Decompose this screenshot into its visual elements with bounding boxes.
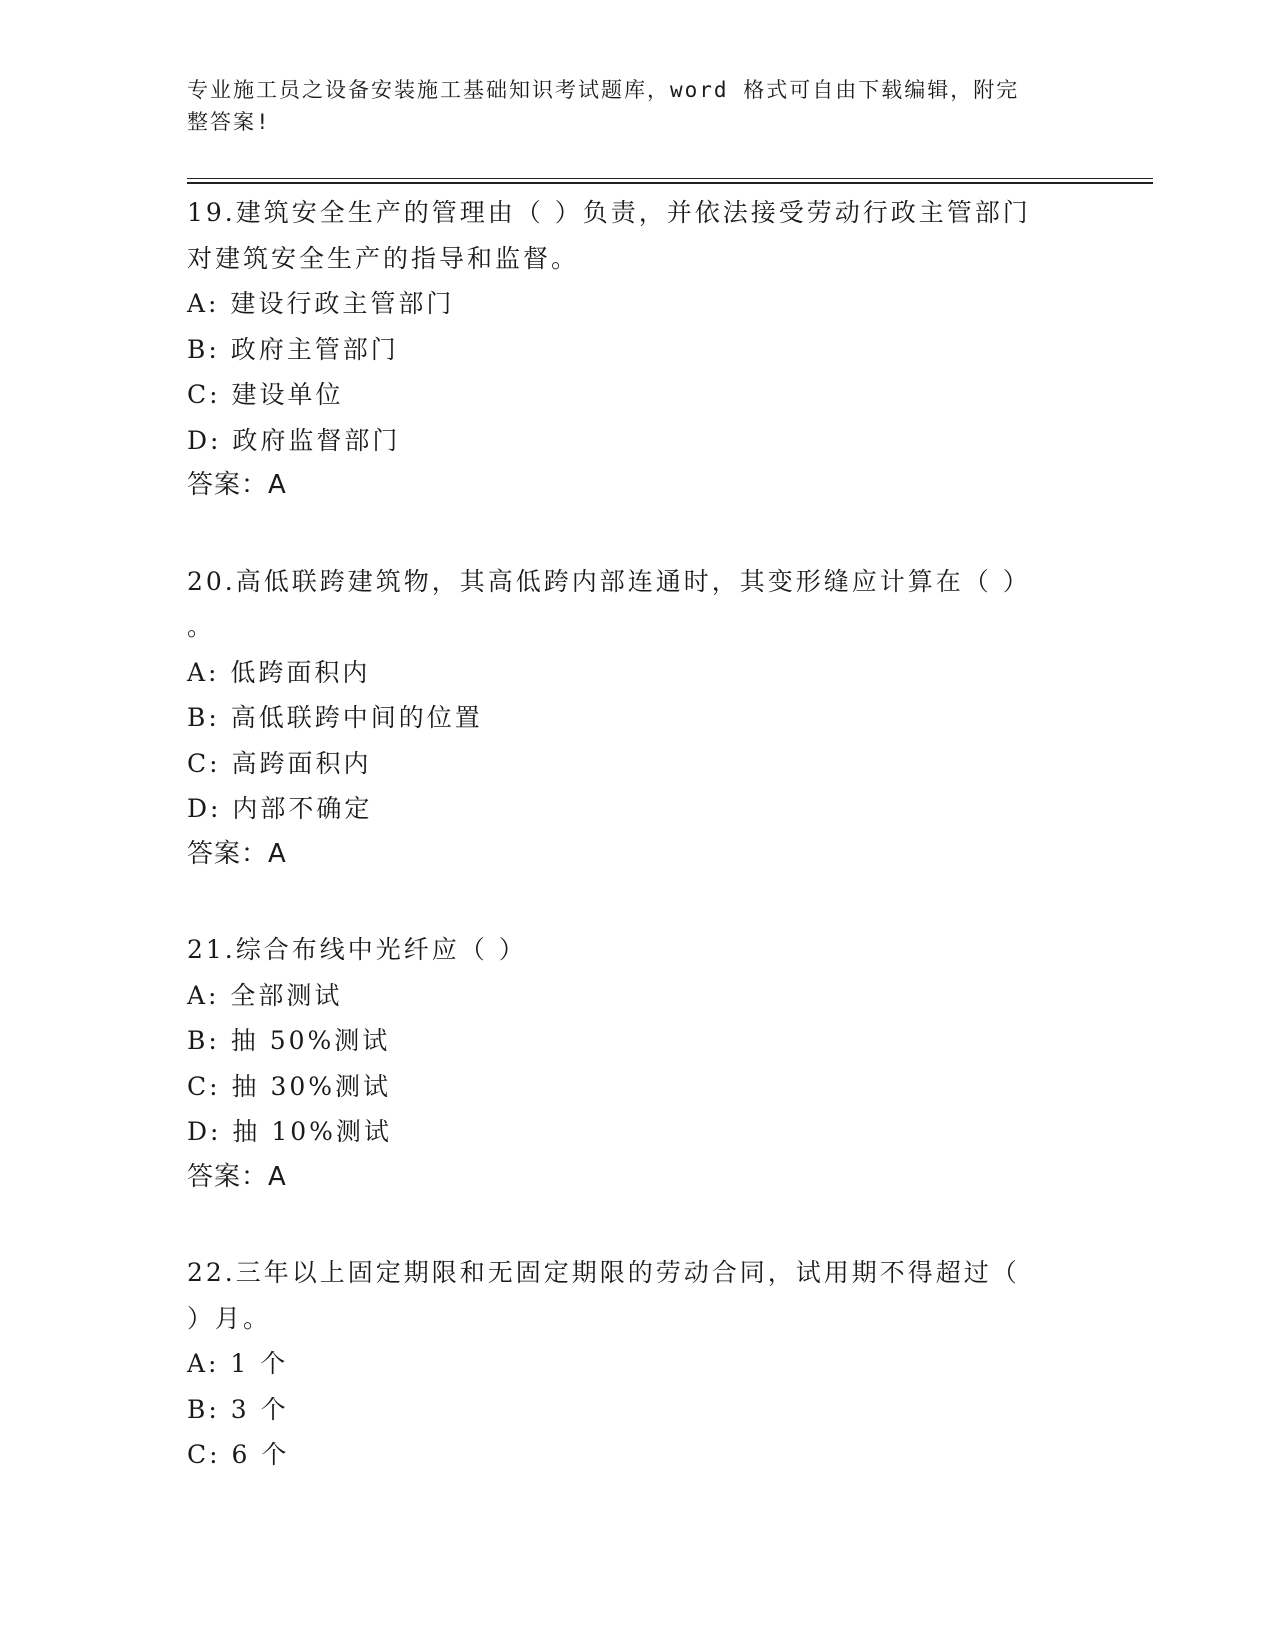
option-d: D: 抽 10%测试 [187,1117,392,1146]
document-header [187,74,1067,138]
answer-line: 答案：A [187,1161,287,1192]
option-a: A: 全部测试 [187,980,343,1010]
question-22 [187,1250,1067,1478]
option-b: B: 政府主管部门 [187,334,399,364]
stem-line: 。 [187,612,216,641]
stem-line: 22.三年以上固定期限和无固定期限的劳动合同，试用期不得超过（ [187,1258,1020,1287]
option-c: C: 抽 30%测试 [187,1071,392,1101]
answer-line: 答案：A [187,838,287,869]
answer-line: 答案：A [187,470,287,500]
question-21 [187,927,1067,1200]
option-a: A: 建设行政主管部门 [187,289,455,318]
header-line-2: 整答案! [187,110,271,134]
option-a: A: 低跨面积内 [187,657,371,687]
question-stem [187,559,1067,650]
stem-line: ）月。 [187,1303,272,1333]
header-divider-thick [187,182,1153,184]
option-b: B: 高低联跨中间的位置 [187,703,483,732]
question-list [187,190,1067,1478]
question-stem [187,190,1067,281]
header-line-1: 专业施工员之设备安装施工基础知识考试题库，word 格式可自由下载编辑，附完 [187,78,1020,102]
option-d: D: 内部不确定 [187,794,373,823]
question-stem [187,1250,1067,1341]
stem-line: 21.综合布线中光纤应（ ） [187,935,527,964]
option-a: A: 1 个 [187,1349,289,1378]
option-c: C: 高跨面积内 [187,748,372,778]
question-20 [187,559,1067,878]
option-c: C: 建设单位 [187,380,344,409]
option-d: D: 政府监督部门 [187,425,401,455]
header-divider-thin [187,178,1153,179]
question-19 [187,190,1067,509]
option-b: B: 抽 50%测试 [187,1026,391,1055]
question-stem [187,927,1067,973]
stem-line: 19.建筑安全生产的管理由（ ）负责，并依法接受劳动行政主管部门 [187,198,1031,227]
stem-line: 20.高低联跨建筑物，其高低跨内部连通时，其变形缝应计算在（ ） [187,566,1031,596]
option-b: B: 3 个 [187,1394,289,1424]
option-c: C: 6 个 [187,1440,290,1469]
stem-line: 对建筑安全生产的指导和监督。 [187,243,580,273]
